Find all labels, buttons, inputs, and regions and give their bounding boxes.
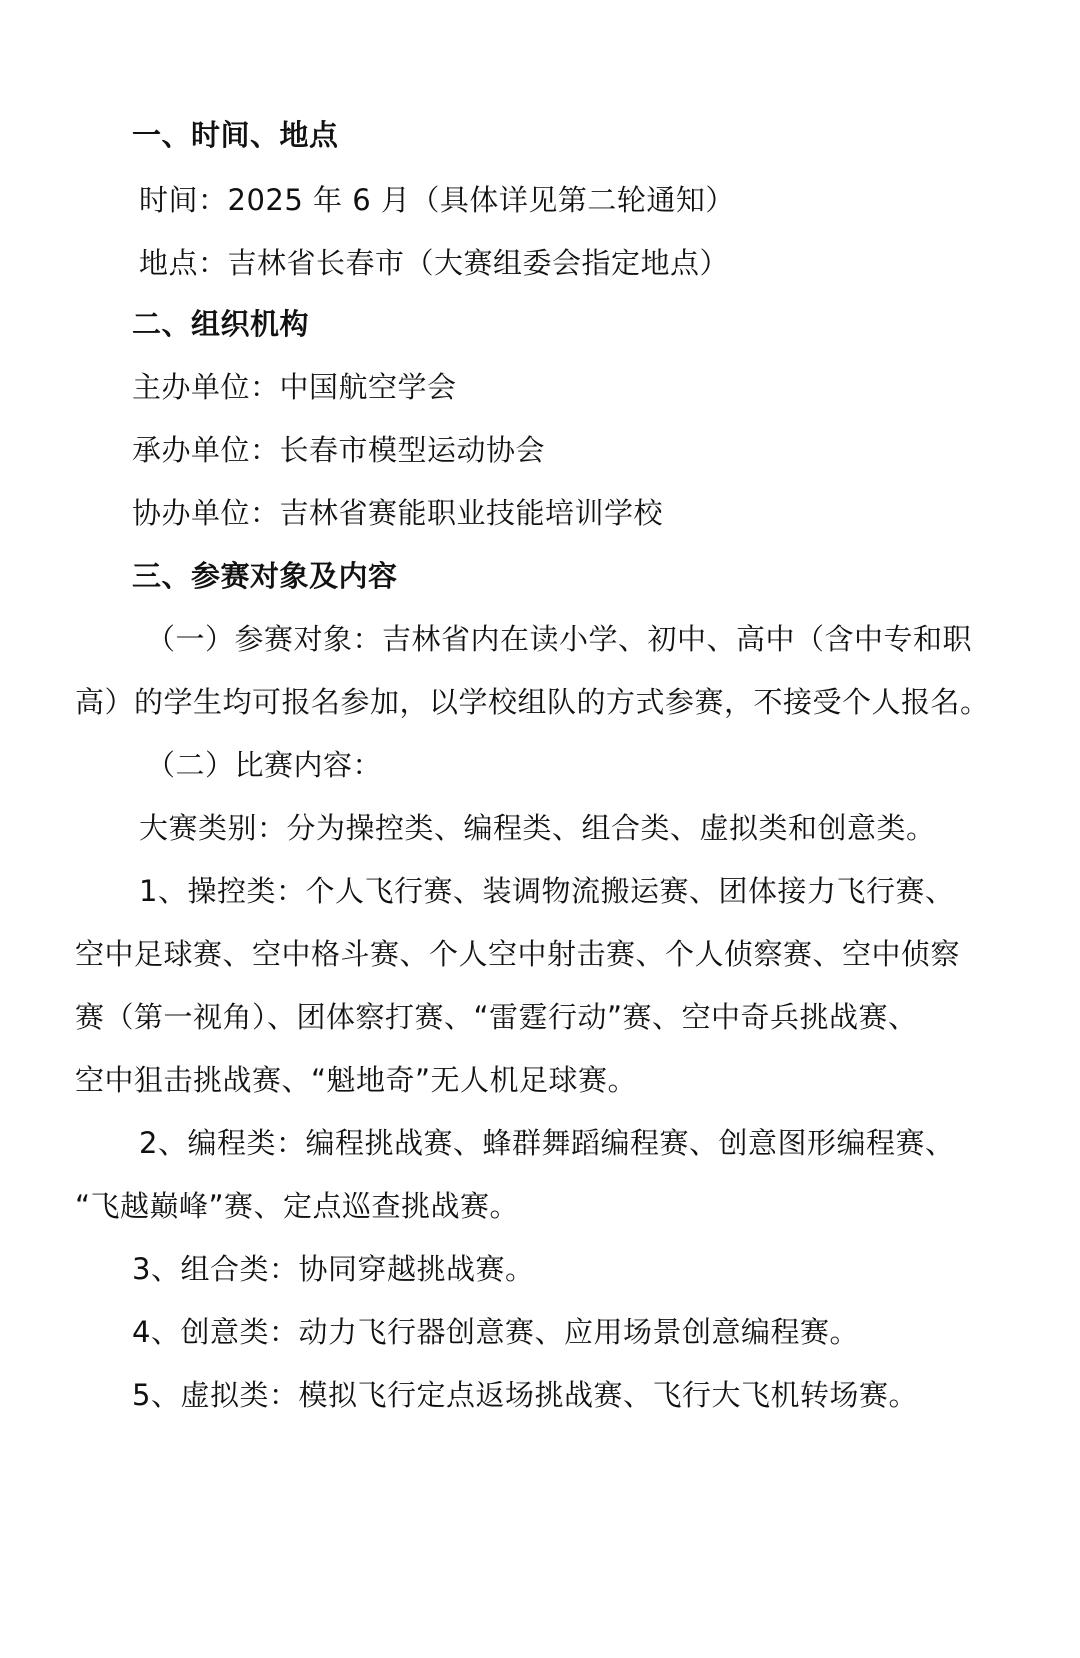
section-2-heading: 二、组织机构 [132, 307, 310, 341]
combination-line: 3、组合类：协同穿越挑战赛。 [132, 1252, 535, 1286]
programming-line-2: “飞越巅峰”赛、定点巡查挑战赛。 [75, 1189, 520, 1223]
control-line-4: 空中狙击挑战赛、“魁地奇”无人机足球赛。 [75, 1063, 638, 1097]
section-3-heading: 三、参赛对象及内容 [132, 559, 398, 593]
participants-line-1: （一）参赛对象：吉林省内在读小学、初中、高中（含中专和职 [146, 622, 973, 656]
virtual-line: 5、虚拟类：模拟飞行定点返场挑战赛、飞行大飞机转场赛。 [132, 1378, 918, 1412]
content-heading: （二）比赛内容： [146, 748, 383, 782]
control-line-2: 空中足球赛、空中格斗赛、个人空中射击赛、个人侦察赛、空中侦察 [75, 937, 961, 971]
participants-line-2: 高）的学生均可报名参加，以学校组队的方式参赛，不接受个人报名。 [75, 685, 990, 719]
programming-line-1: 2、编程类：编程挑战赛、蜂群舞蹈编程赛、创意图形编程赛、 [139, 1126, 955, 1160]
section-1-heading: 一、时间、地点 [132, 118, 339, 152]
co-organizer-line: 协办单位：吉林省赛能职业技能培训学校 [132, 496, 664, 530]
control-line-3: 赛（第一视角）、团体察打赛、“雷霆行动”赛、空中奇兵挑战赛、 [75, 1000, 918, 1034]
place-line: 地点：吉林省长春市（大赛组委会指定地点） [139, 246, 730, 280]
categories-line: 大赛类别：分为操控类、编程类、组合类、虚拟类和创意类。 [139, 811, 936, 845]
creative-line: 4、创意类：动力飞行器创意赛、应用场景创意编程赛。 [132, 1315, 859, 1349]
organizer-line: 承办单位：长春市模型运动协会 [132, 433, 546, 467]
control-line-1: 1、操控类：个人飞行赛、装调物流搬运赛、团体接力飞行赛、 [139, 874, 955, 908]
host-line: 主办单位：中国航空学会 [132, 370, 457, 404]
time-line: 时间：2025 年 6 月（具体详见第二轮通知） [139, 183, 735, 217]
